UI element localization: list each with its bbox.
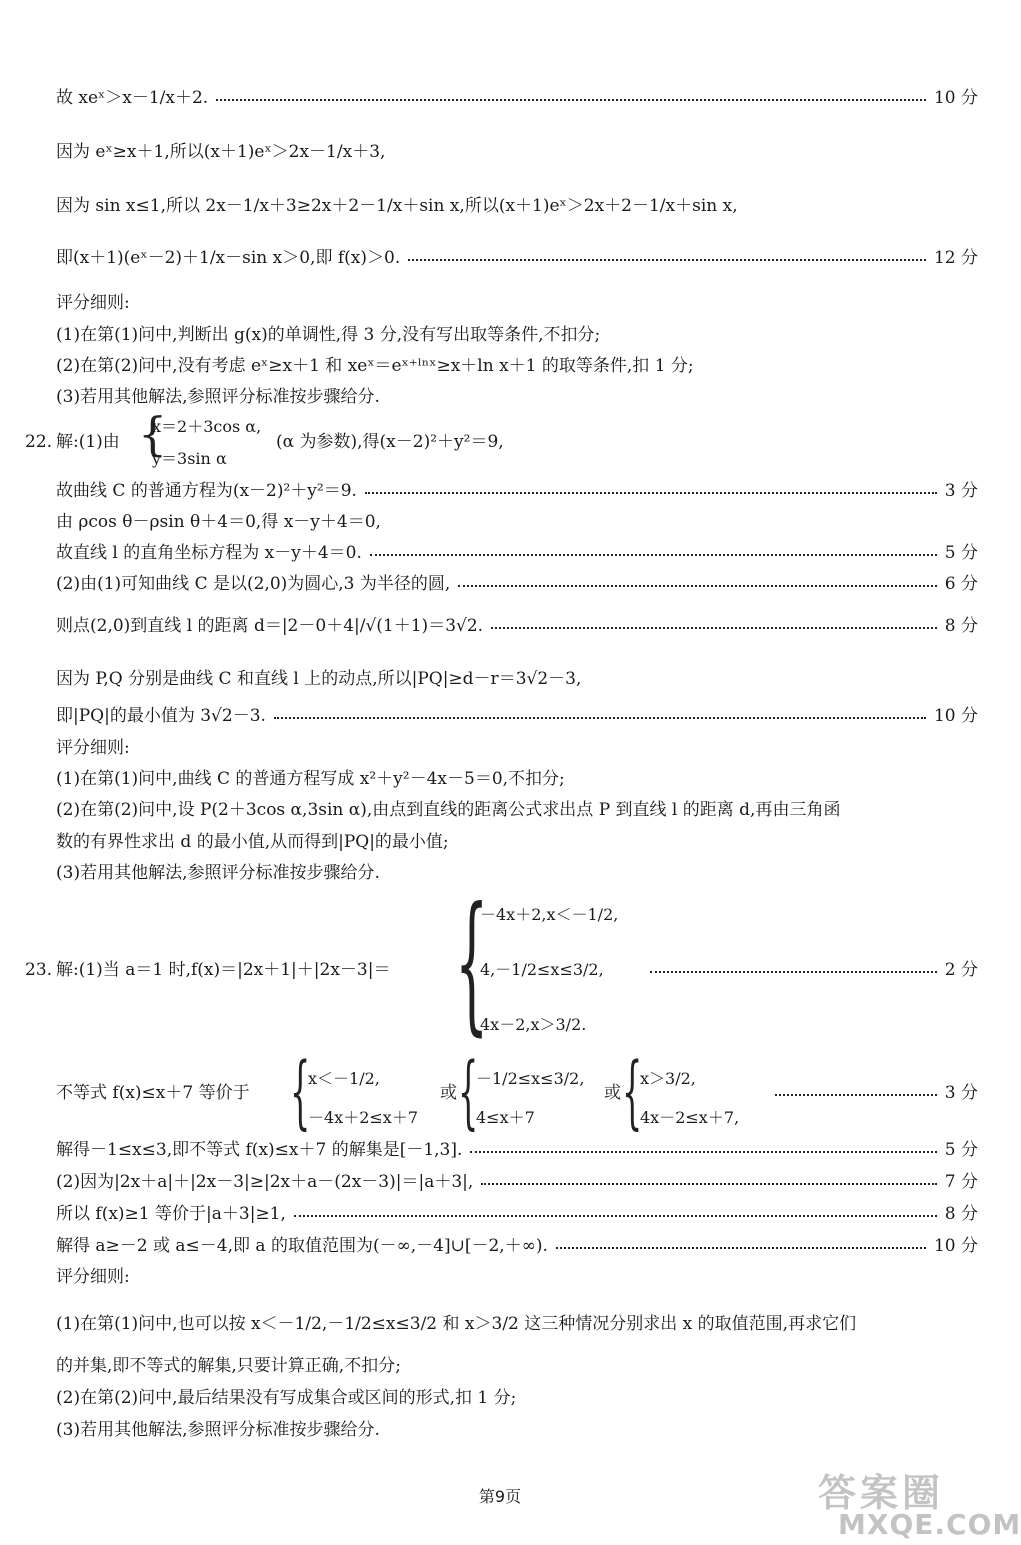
p22-rule-2b: 数的有界性求出 d 的最小值,从而得到|PQ|的最小值;: [56, 832, 449, 852]
p23-rule-3: (3)若用其他解法,参照评分标准按步骤给分.: [56, 1420, 380, 1440]
p21-line-2: 因为 eˣ≥x＋1,所以(x＋1)eˣ＞2x－1/x＋3,: [56, 142, 386, 162]
p22-rule-1: (1)在第(1)问中,曲线 C 的普通方程写成 x²＋y²－4x－5＝0,不扣分;: [56, 769, 565, 789]
p22-system-row-2: y＝3sin α: [152, 449, 227, 468]
p23-line-5: 所以 f(x)≥1 等价于|a＋3|≥1, 8 分: [56, 1204, 978, 1224]
left-brace: {: [458, 1045, 479, 1138]
dot-leader: [775, 1094, 937, 1096]
dot-leader: [370, 554, 937, 556]
p23-case-1: －4x＋2,x＜－1/2,: [480, 905, 619, 924]
dot-leader: [458, 585, 936, 587]
dot-leader: [294, 1215, 937, 1217]
p22-intro: 解:(1)由: [56, 432, 120, 452]
dot-leader: [556, 1247, 926, 1249]
p22-line-6: 则点(2,0)到直线 l 的距离 d＝|2－0＋4|/√(1＋1)＝3√2. 8 分: [56, 616, 978, 636]
p23-line-2-intro: 不等式 f(x)≤x＋7 等价于: [56, 1083, 250, 1103]
p23-system-3-row-1: x＞3/2,: [640, 1069, 696, 1088]
dot-leader: [650, 971, 937, 973]
left-brace: {: [290, 1045, 311, 1138]
p21-rule-2: (2)在第(2)问中,没有考虑 eˣ≥x＋1 和 xeˣ＝eˣ⁺ˡⁿˣ≥x＋ln x＋1 的取等条件,扣 1 分;: [56, 356, 694, 376]
p22-system-row-1: x＝2＋3cos α,: [152, 417, 262, 436]
problem-number-23: 23.: [25, 960, 53, 980]
p23-line-6: 解得 a≥－2 或 a≤－4,即 a 的取值范围为(－∞,－4]∪[－2,＋∞). 10 分: [56, 1236, 978, 1256]
p23-line-2-score: 3 分: [775, 1083, 978, 1103]
or-label: 或: [604, 1083, 621, 1103]
p21-line-1: 故 xeˣ＞x－1/x＋2. 10 分: [56, 88, 978, 108]
p23-system-3-row-2: 4x－2≤x＋7,: [640, 1108, 740, 1127]
p23-rule-1b: 的并集,即不等式的解集,只要计算正确,不扣分;: [56, 1356, 401, 1376]
p22-line-2: 故曲线 C 的普通方程为(x－2)²＋y²＝9. 3 分: [56, 481, 978, 501]
dot-leader: [491, 627, 937, 629]
p22-rule-2a: (2)在第(2)问中,设 P(2＋3cos α,3sin α),由点到直线的距离公式求出点 P 到直线 l 的距离 d,再由三角函: [56, 800, 841, 820]
p23-rule-2: (2)在第(2)问中,最后结果没有写成集合或区间的形式,扣 1 分;: [56, 1388, 517, 1408]
p23-system-2-row-1: －1/2≤x≤3/2,: [476, 1069, 585, 1088]
p23-line-3: 解得－1≤x≤3,即不等式 f(x)≤x＋7 的解集是[－1,3]. 5 分: [56, 1140, 978, 1160]
p22-line-7: 因为 P,Q 分别是曲线 C 和直线 l 上的动点,所以|PQ|≥d－r＝3√2－3,: [56, 669, 582, 689]
watermark-logo: [798, 1462, 1021, 1542]
dot-leader: [274, 717, 926, 719]
p23-rules-title: 评分细则:: [56, 1267, 130, 1287]
p22-line-5: (2)由(1)可知曲线 C 是以(2,0)为圆心,3 为半径的圆, 6 分: [56, 574, 978, 594]
p23-case-3: 4x－2,x＞3/2.: [480, 1015, 587, 1034]
dot-leader: [365, 492, 937, 494]
p21-rule-1: (1)在第(1)问中,判断出 g(x)的单调性,得 3 分,没有写出取等条件,不扣分;: [56, 325, 601, 345]
watermark-text-top: 答案圈: [818, 1471, 945, 1515]
p22-line-8: 即|PQ|的最小值为 3√2－3. 10 分: [56, 706, 978, 726]
p22-line-4: 故直线 l 的直角坐标方程为 x－y＋4＝0. 5 分: [56, 543, 978, 563]
left-brace: {: [455, 876, 489, 1050]
p23-system-1-row-2: －4x＋2≤x＋7: [308, 1108, 418, 1127]
p21-rules-title: 评分细则:: [56, 293, 130, 313]
p22-rule-3: (3)若用其他解法,参照评分标准按步骤给分.: [56, 863, 380, 883]
p23-case-2: 4,－1/2≤x≤3/2,: [480, 960, 604, 979]
page-number: 第9页: [478, 1487, 522, 1506]
p23-rule-1a: (1)在第(1)问中,也可以按 x＜－1/2,－1/2≤x≤3/2 和 x＞3/2 这三种情况分别求出 x 的取值范围,再求它们: [56, 1314, 857, 1334]
p22-intro-rest: (α 为参数),得(x－2)²＋y²＝9,: [276, 432, 504, 452]
dot-leader: [216, 99, 926, 101]
problem-number-22: 22.: [25, 432, 53, 452]
left-brace: {: [138, 407, 168, 461]
p22-rules-title: 评分细则:: [56, 738, 130, 758]
or-label: 或: [440, 1083, 457, 1103]
p21-rule-3: (3)若用其他解法,参照评分标准按步骤给分.: [56, 387, 380, 407]
left-brace: {: [622, 1045, 643, 1138]
p23-line-4: (2)因为|2x＋a|＋|2x－3|≥|2x＋a－(2x－3)|＝|a＋3|, 7 分: [56, 1172, 978, 1192]
p21-line-3: 因为 sin x≤1,所以 2x－1/x＋3≥2x＋2－1/x＋sin x,所以(x＋1)eˣ＞2x＋2－1/x＋sin x,: [56, 196, 738, 216]
p21-line-4: 即(x＋1)(eˣ－2)＋1/x－sin x＞0,即 f(x)＞0. 12 分: [56, 248, 978, 268]
dot-leader: [408, 259, 926, 261]
p23-line-1-score: 2 分: [650, 960, 978, 980]
watermark-text-bottom: MXQE.COM: [838, 1508, 1021, 1541]
p23-system-1-row-1: x＜－1/2,: [308, 1069, 380, 1088]
dot-leader: [470, 1151, 936, 1153]
p23-intro: 解:(1)当 a＝1 时,f(x)＝|2x＋1|＋|2x－3|＝: [56, 960, 391, 980]
p22-line-3: 由 ρcos θ－ρsin θ＋4＝0,得 x－y＋4＝0,: [56, 512, 381, 532]
p23-system-2-row-2: 4≤x＋7: [476, 1108, 535, 1127]
dot-leader: [481, 1183, 936, 1185]
